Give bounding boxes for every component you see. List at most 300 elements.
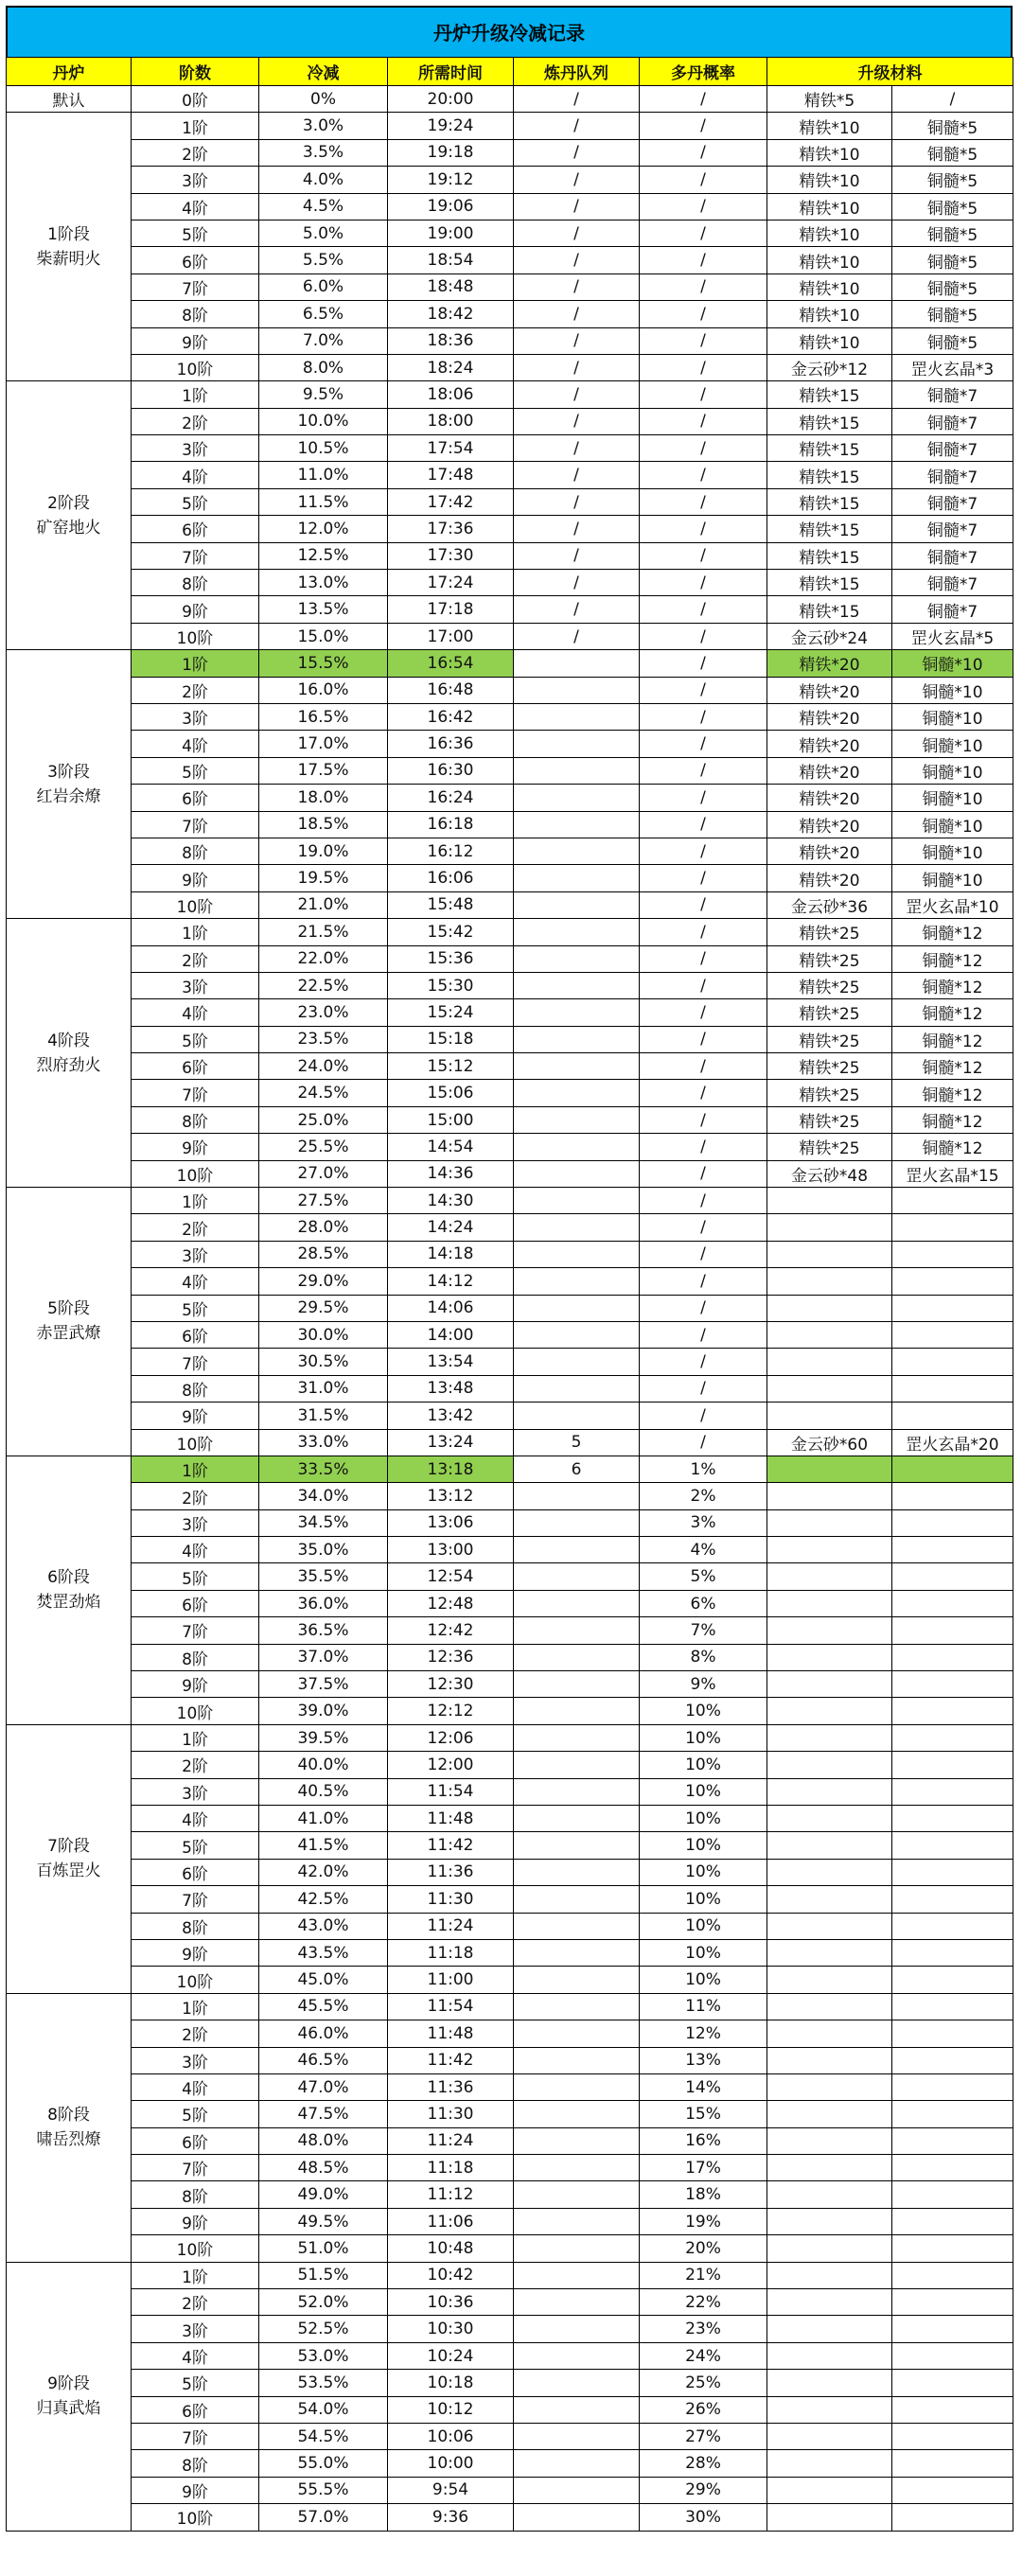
level-cell: 10阶 <box>132 891 259 918</box>
level-cell: 4阶 <box>132 999 259 1026</box>
material-1-cell: 精铁*15 <box>767 516 892 542</box>
cooldown-cell: 5.5% <box>259 247 388 273</box>
queue-cell <box>514 2047 640 2073</box>
multi-chance-cell: 3% <box>640 1509 767 1536</box>
material-1-cell: 精铁*20 <box>767 731 892 757</box>
time-cell: 11:54 <box>388 1993 514 2020</box>
multi-chance-cell: 10% <box>640 1886 767 1913</box>
time-cell: 14:18 <box>388 1241 514 1267</box>
material-2-cell: 铜髓*12 <box>892 1134 1013 1160</box>
multi-chance-cell: / <box>640 703 767 730</box>
cooldown-cell: 19.5% <box>259 865 388 891</box>
table-row <box>7 2073 1013 2100</box>
table-row <box>7 2289 1013 2316</box>
material-2-cell: 铜髓*7 <box>892 462 1013 488</box>
level-cell: 5阶 <box>132 2370 259 2396</box>
table-row <box>7 2477 1013 2503</box>
multi-chance-cell: / <box>640 354 767 380</box>
cooldown-cell: 18.0% <box>259 785 388 811</box>
cooldown-cell: 33.5% <box>259 1456 388 1482</box>
level-cell: 8阶 <box>132 301 259 327</box>
material-2-cell <box>892 2155 1013 2181</box>
material-2-cell <box>892 1268 1013 1295</box>
queue-cell <box>514 1160 640 1187</box>
default-row <box>7 86 1013 113</box>
stage-name: 9阶段 <box>47 2374 90 2394</box>
time-cell: 9:54 <box>388 2477 514 2503</box>
queue-cell <box>514 891 640 918</box>
material-1-cell <box>767 1268 892 1295</box>
queue-cell <box>514 2101 640 2127</box>
material-1-cell <box>767 1752 892 1778</box>
cooldown-cell: 4.5% <box>259 193 388 220</box>
stage-subtitle: 烈府劲火 <box>36 1055 101 1075</box>
level-cell: 3阶 <box>132 1778 259 1805</box>
queue-cell <box>514 2423 640 2449</box>
queue-cell <box>514 945 640 972</box>
level-cell: 2阶 <box>132 2020 259 2047</box>
material-2-cell <box>892 1671 1013 1698</box>
multi-chance-cell: / <box>640 677 767 703</box>
material-1-cell <box>767 2047 892 2073</box>
table-row <box>7 220 1013 246</box>
multi-chance-cell: / <box>640 193 767 220</box>
material-1-cell <box>767 2262 892 2288</box>
cooldown-cell: 52.0% <box>259 2289 388 2316</box>
time-cell: 15:30 <box>388 972 514 998</box>
cooldown-cell: 55.5% <box>259 2477 388 2503</box>
cooldown-cell: 27.0% <box>259 1160 388 1187</box>
time-cell: 16:54 <box>388 650 514 677</box>
time-cell: 19:06 <box>388 193 514 220</box>
table-row <box>7 1617 1013 1644</box>
time-cell: 17:54 <box>388 435 514 462</box>
time-cell: 11:24 <box>388 1913 514 1939</box>
material-1-cell: 金云砂*24 <box>767 623 892 649</box>
queue-cell <box>514 1967 640 1993</box>
table-row <box>7 435 1013 462</box>
multi-chance-cell: / <box>640 1134 767 1160</box>
multi-chance-cell: / <box>640 919 767 945</box>
material-2-cell <box>892 1939 1013 1966</box>
level-cell: 4阶 <box>132 2073 259 2100</box>
stage-name: 2阶段 <box>47 493 90 513</box>
cooldown-cell: 25.0% <box>259 1106 388 1133</box>
cooldown-cell: 25.5% <box>259 1134 388 1160</box>
table-row <box>7 1106 1013 1133</box>
multi-chance-cell: / <box>640 1106 767 1133</box>
time-cell: 15:24 <box>388 999 514 1026</box>
cooldown-cell: 18.5% <box>259 811 388 838</box>
multi-chance-cell: / <box>640 596 767 623</box>
queue-cell: / <box>514 462 640 488</box>
header-cooldown: 冷减 <box>259 58 388 86</box>
queue-cell <box>514 1509 640 1536</box>
queue-cell: / <box>514 113 640 139</box>
cooldown-cell: 48.0% <box>259 2127 388 2154</box>
multi-chance-cell: / <box>640 1429 767 1456</box>
table-row <box>7 301 1013 327</box>
multi-chance-cell: / <box>640 327 767 354</box>
queue-cell: / <box>514 167 640 193</box>
material-1-cell: 精铁*15 <box>767 462 892 488</box>
multi-chance-cell: 26% <box>640 2396 767 2423</box>
table-row <box>7 1403 1013 1429</box>
multi-chance-cell: / <box>640 731 767 757</box>
cooldown-cell: 5.0% <box>259 220 388 246</box>
material-1-cell: 精铁*15 <box>767 435 892 462</box>
material-2-cell <box>892 1886 1013 1913</box>
time-cell: 9:36 <box>388 2504 514 2531</box>
table-row <box>7 2127 1013 2154</box>
material-2-cell: 铜髓*5 <box>892 301 1013 327</box>
material-1-cell <box>767 2127 892 2154</box>
cooldown-cell: 4.0% <box>259 167 388 193</box>
table-row <box>7 1134 1013 1160</box>
material-1-cell <box>767 1214 892 1241</box>
level-cell: 4阶 <box>132 1806 259 1832</box>
queue-cell: / <box>514 596 640 623</box>
queue-cell <box>514 2450 640 2477</box>
material-1-cell <box>767 2504 892 2531</box>
time-cell: 11:42 <box>388 1832 514 1859</box>
multi-chance-cell: / <box>640 113 767 139</box>
material-1-cell <box>767 2450 892 2477</box>
cooldown-cell: 3.0% <box>259 113 388 139</box>
level-cell: 10阶 <box>132 2235 259 2262</box>
material-2-cell <box>892 1644 1013 1670</box>
material-2-cell: 铜髓*7 <box>892 570 1013 596</box>
multi-chance-cell: / <box>640 811 767 838</box>
level-cell: 8阶 <box>132 1375 259 1402</box>
cooldown-cell: 31.0% <box>259 1375 388 1402</box>
material-1-cell: 精铁*25 <box>767 1026 892 1052</box>
table-row <box>7 972 1013 998</box>
level-cell: 10阶 <box>132 354 259 380</box>
queue-cell: / <box>514 435 640 462</box>
material-2-cell: 铜髓*12 <box>892 1053 1013 1080</box>
material-1-cell <box>767 1375 892 1402</box>
time-cell: 15:18 <box>388 1026 514 1052</box>
level-cell: 10阶 <box>132 1698 259 1724</box>
cooldown-cell: 47.0% <box>259 2073 388 2100</box>
level-cell: 8阶 <box>132 570 259 596</box>
material-1-cell: 精铁*25 <box>767 919 892 945</box>
queue-cell <box>514 1483 640 1509</box>
level-cell: 6阶 <box>132 1321 259 1348</box>
cooldown-cell: 22.5% <box>259 972 388 998</box>
time-cell: 17:24 <box>388 570 514 596</box>
default-multi-chance: / <box>640 86 767 113</box>
level-cell: 3阶 <box>132 1241 259 1267</box>
time-cell: 19:18 <box>388 139 514 166</box>
queue-cell: / <box>514 488 640 515</box>
stage-subtitle: 矿窑地火 <box>36 518 101 538</box>
level-cell: 5阶 <box>132 488 259 515</box>
multi-chance-cell: 23% <box>640 2316 767 2342</box>
table-row <box>7 1886 1013 1913</box>
level-cell: 5阶 <box>132 220 259 246</box>
material-1-cell <box>767 1349 892 1375</box>
cooldown-cell: 54.0% <box>259 2396 388 2423</box>
time-cell: 17:18 <box>388 596 514 623</box>
stage-subtitle: 百炼罡火 <box>36 1861 101 1881</box>
default-level: 0阶 <box>132 86 259 113</box>
multi-chance-cell: / <box>640 570 767 596</box>
multi-chance-cell: 22% <box>640 2289 767 2316</box>
time-cell: 11:00 <box>388 1967 514 1993</box>
cooldown-cell: 53.5% <box>259 2370 388 2396</box>
cooldown-cell: 35.5% <box>259 1563 388 1590</box>
material-2-cell <box>892 2262 1013 2288</box>
material-2-cell: 铜髓*10 <box>892 838 1013 864</box>
material-1-cell: 金云砂*48 <box>767 1160 892 1187</box>
time-cell: 14:36 <box>388 1160 514 1187</box>
time-cell: 11:12 <box>388 2181 514 2208</box>
multi-chance-cell: / <box>640 247 767 273</box>
table-row <box>7 1752 1013 1778</box>
material-2-cell: 铜髓*7 <box>892 542 1013 569</box>
multi-chance-cell: / <box>640 650 767 677</box>
table-row <box>7 462 1013 488</box>
level-cell: 2阶 <box>132 139 259 166</box>
cooldown-cell: 45.5% <box>259 1993 388 2020</box>
queue-cell <box>514 785 640 811</box>
material-2-cell: 罡火玄晶*5 <box>892 623 1013 649</box>
multi-chance-cell: / <box>640 167 767 193</box>
level-cell: 1阶 <box>132 1724 259 1751</box>
level-cell: 5阶 <box>132 2101 259 2127</box>
level-cell: 9阶 <box>132 2208 259 2234</box>
table-row <box>7 2101 1013 2127</box>
material-1-cell <box>767 1188 892 1214</box>
cooldown-cell: 52.5% <box>259 2316 388 2342</box>
cooldown-cell: 36.5% <box>259 1617 388 1644</box>
queue-cell <box>514 2208 640 2234</box>
stage-label <box>7 113 132 381</box>
cooldown-cell: 46.5% <box>259 2047 388 2073</box>
material-2-cell <box>892 1993 1013 2020</box>
table-row <box>7 838 1013 864</box>
material-1-cell <box>767 1967 892 1993</box>
level-cell: 4阶 <box>132 731 259 757</box>
cooldown-cell: 17.5% <box>259 757 388 784</box>
time-cell: 10:36 <box>388 2289 514 2316</box>
time-cell: 10:06 <box>388 2423 514 2449</box>
time-cell: 12:00 <box>388 1752 514 1778</box>
queue-cell <box>514 1053 640 1080</box>
stage-name: 1阶段 <box>47 224 90 244</box>
material-1-cell <box>767 1483 892 1509</box>
cooldown-cell: 12.0% <box>259 516 388 542</box>
table-row <box>7 139 1013 166</box>
queue-cell <box>514 1241 640 1267</box>
cooldown-cell: 29.5% <box>259 1295 388 1321</box>
time-cell: 11:18 <box>388 2155 514 2181</box>
material-2-cell <box>892 2504 1013 2531</box>
cooldown-cell: 22.0% <box>259 945 388 972</box>
time-cell: 12:12 <box>388 1698 514 1724</box>
cooldown-cell: 54.5% <box>259 2423 388 2449</box>
time-cell: 11:18 <box>388 1939 514 1966</box>
upgrade-record-sheet <box>6 6 1013 2532</box>
queue-cell <box>514 2396 640 2423</box>
time-cell: 16:48 <box>388 677 514 703</box>
level-cell: 2阶 <box>132 2289 259 2316</box>
queue-cell <box>514 2127 640 2154</box>
multi-chance-cell: / <box>640 785 767 811</box>
material-2-cell <box>892 2477 1013 2503</box>
material-2-cell <box>892 2423 1013 2449</box>
level-cell: 3阶 <box>132 703 259 730</box>
material-2-cell: 铜髓*10 <box>892 757 1013 784</box>
level-cell: 3阶 <box>132 167 259 193</box>
time-cell: 16:12 <box>388 838 514 864</box>
multi-chance-cell: 10% <box>640 1778 767 1805</box>
material-2-cell <box>892 1295 1013 1321</box>
queue-cell <box>514 1778 640 1805</box>
level-cell: 5阶 <box>132 757 259 784</box>
level-cell: 9阶 <box>132 1134 259 1160</box>
cooldown-cell: 34.5% <box>259 1509 388 1536</box>
queue-cell <box>514 2262 640 2288</box>
table-row <box>7 596 1013 623</box>
material-1-cell: 精铁*25 <box>767 945 892 972</box>
material-2-cell: 铜髓*5 <box>892 327 1013 354</box>
multi-chance-cell: / <box>640 757 767 784</box>
level-cell: 1阶 <box>132 1993 259 2020</box>
cooldown-cell: 10.0% <box>259 408 388 434</box>
material-2-cell: 铜髓*12 <box>892 999 1013 1026</box>
table-row <box>7 381 1013 408</box>
multi-chance-cell: 2% <box>640 1483 767 1509</box>
queue-cell <box>514 731 640 757</box>
stage-subtitle: 焚罡劲焰 <box>36 1593 101 1613</box>
time-cell: 10:30 <box>388 2316 514 2342</box>
queue-cell <box>514 1832 640 1859</box>
material-2-cell <box>892 1188 1013 1214</box>
level-cell: 3阶 <box>132 2316 259 2342</box>
material-1-cell: 金云砂*60 <box>767 1429 892 1456</box>
cooldown-cell: 36.0% <box>259 1590 388 1616</box>
level-cell: 5阶 <box>132 1026 259 1052</box>
multi-chance-cell: / <box>640 139 767 166</box>
cooldown-cell: 35.0% <box>259 1537 388 1563</box>
material-2-cell <box>892 1456 1013 1482</box>
time-cell: 11:30 <box>388 1886 514 1913</box>
time-cell: 15:12 <box>388 1053 514 1080</box>
multi-chance-cell: / <box>640 381 767 408</box>
multi-chance-cell: 13% <box>640 2047 767 2073</box>
cooldown-cell: 46.0% <box>259 2020 388 2047</box>
material-2-cell <box>892 1321 1013 1348</box>
material-1-cell: 精铁*20 <box>767 811 892 838</box>
cooldown-cell: 57.0% <box>259 2504 388 2531</box>
material-1-cell <box>767 1859 892 1885</box>
table-row <box>7 1537 1013 1563</box>
time-cell: 11:30 <box>388 2101 514 2127</box>
table-row <box>7 1241 1013 1267</box>
stage-label <box>7 650 132 919</box>
cooldown-cell: 31.5% <box>259 1403 388 1429</box>
time-cell: 18:24 <box>388 354 514 380</box>
queue-cell <box>514 999 640 1026</box>
queue-cell <box>514 2289 640 2316</box>
material-1-cell: 精铁*15 <box>767 408 892 434</box>
stage-name: 8阶段 <box>47 2106 90 2126</box>
queue-cell <box>514 1321 640 1348</box>
time-cell: 19:00 <box>388 220 514 246</box>
multi-chance-cell: 8% <box>640 1644 767 1670</box>
material-1-cell: 精铁*10 <box>767 193 892 220</box>
default-material-1: 精铁*5 <box>767 86 892 113</box>
table-row <box>7 542 1013 569</box>
multi-chance-cell: / <box>640 542 767 569</box>
material-1-cell: 精铁*10 <box>767 220 892 246</box>
cooldown-cell: 37.0% <box>259 1644 388 1670</box>
material-2-cell: 铜髓*10 <box>892 650 1013 677</box>
queue-cell <box>514 1644 640 1670</box>
header-materials: 升级材料 <box>767 58 1013 86</box>
cooldown-cell: 43.5% <box>259 1939 388 1966</box>
table-row <box>7 2504 1013 2531</box>
table-row <box>7 1160 1013 1187</box>
material-2-cell <box>892 2127 1013 2154</box>
level-cell: 10阶 <box>132 2504 259 2531</box>
material-1-cell <box>767 1295 892 1321</box>
time-cell: 17:48 <box>388 462 514 488</box>
queue-cell <box>514 1993 640 2020</box>
multi-chance-cell: / <box>640 1403 767 1429</box>
multi-chance-cell: / <box>640 301 767 327</box>
time-cell: 12:54 <box>388 1563 514 1590</box>
table-row <box>7 1080 1013 1106</box>
material-2-cell <box>892 1241 1013 1267</box>
material-1-cell: 精铁*15 <box>767 570 892 596</box>
queue-cell: / <box>514 381 640 408</box>
queue-cell <box>514 2181 640 2208</box>
multi-chance-cell: 10% <box>640 1724 767 1751</box>
material-1-cell <box>767 1724 892 1751</box>
material-2-cell <box>892 2020 1013 2047</box>
cooldown-cell: 21.5% <box>259 919 388 945</box>
time-cell: 13:42 <box>388 1403 514 1429</box>
material-2-cell <box>892 2073 1013 2100</box>
queue-cell: / <box>514 623 640 649</box>
material-1-cell: 金云砂*12 <box>767 354 892 380</box>
cooldown-cell: 28.5% <box>259 1241 388 1267</box>
queue-cell: / <box>514 516 640 542</box>
stage-subtitle: 赤罡武燎 <box>36 1324 101 1344</box>
multi-chance-cell: 10% <box>640 1913 767 1939</box>
multi-chance-cell: / <box>640 1321 767 1348</box>
multi-chance-cell: / <box>640 1349 767 1375</box>
queue-cell <box>514 2235 640 2262</box>
material-2-cell: 铜髓*10 <box>892 677 1013 703</box>
queue-cell: / <box>514 570 640 596</box>
queue-cell <box>514 1698 640 1724</box>
cooldown-cell: 55.0% <box>259 2450 388 2477</box>
level-cell: 4阶 <box>132 1268 259 1295</box>
multi-chance-cell: 27% <box>640 2423 767 2449</box>
material-1-cell <box>767 1993 892 2020</box>
material-1-cell <box>767 1403 892 1429</box>
level-cell: 9阶 <box>132 2477 259 2503</box>
material-2-cell: 铜髓*10 <box>892 865 1013 891</box>
header-queue: 炼丹队列 <box>514 58 640 86</box>
queue-cell: / <box>514 193 640 220</box>
stage-label <box>7 1724 132 1993</box>
